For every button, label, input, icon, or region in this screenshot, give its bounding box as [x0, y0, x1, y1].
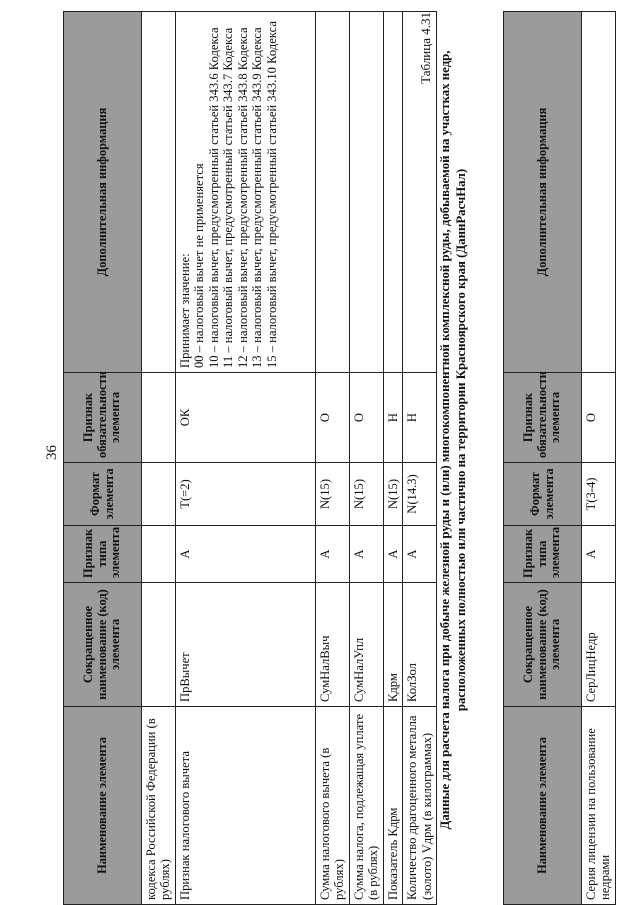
cell-code: СумНалВыч [315, 583, 349, 707]
cell-name: кодекса Российской Федерации (в рублях) [142, 707, 176, 905]
header-additional-info: Дополнительная информация [504, 12, 582, 373]
cell-required: Н [383, 373, 402, 463]
cell-type: А [175, 526, 315, 583]
header-element-code: Сокращенное наименование (код) элемента [504, 583, 582, 707]
table-row [582, 12, 616, 905]
cell-name: Показатель Кдрм [383, 707, 402, 905]
cell-info [349, 12, 383, 373]
cell-required: Н [403, 373, 437, 463]
cell-name: Сумма налогового вычета (в рублях) [315, 707, 349, 905]
cell-name: Сумма налога, подлежащая уплате (в рублях) [349, 707, 383, 905]
header-additional-info: Дополнительная информация [64, 12, 142, 373]
cell-required [142, 373, 176, 463]
cell-format [142, 463, 176, 526]
cell-name: Признак налогового вычета [175, 707, 315, 905]
header-element-type: Признак типа элемента [504, 526, 582, 583]
cell-type: А [383, 526, 402, 583]
table-header-row [504, 12, 582, 905]
cell-info [383, 12, 402, 373]
table-row [349, 12, 383, 905]
header-element-name: Наименование элемента [64, 707, 142, 905]
cell-format: Т(=2) [175, 463, 315, 526]
cell-info [582, 12, 616, 373]
cell-format: N(14.3) [403, 463, 437, 526]
cell-code: СумНалУпл [349, 583, 383, 707]
table-row [383, 12, 402, 905]
table-row [403, 12, 437, 905]
header-element-format: Формат элемента [64, 463, 142, 526]
header-element-required: Признак обязательности элемента [504, 373, 582, 463]
cell-type: А [582, 526, 616, 583]
table-header-row [64, 12, 142, 905]
table-row [175, 12, 315, 905]
table-caption-title: Данные для расчета налога при добыче железной руды и (или) многокомпонентной комплексной руды, добываемой на участках недр, расположенных полностью или частично на территории Красноярского края (ДаннРасчНал) [438, 50, 468, 830]
cell-code [142, 583, 176, 707]
cell-format: N(15) [315, 463, 349, 526]
elements-table [63, 11, 437, 905]
license-elements-table [503, 11, 616, 905]
page-number: 36 [44, 445, 60, 460]
cell-required: О [349, 373, 383, 463]
table-row [142, 12, 176, 905]
cell-format: N(15) [349, 463, 383, 526]
cell-name: Серия лицензии на пользование недрами [582, 707, 616, 905]
cell-type [142, 526, 176, 583]
cell-required: О [315, 373, 349, 463]
table-caption-label: Таблица 4.31 [418, 12, 433, 84]
cell-required: О [582, 373, 616, 463]
header-element-name: Наименование элемента [504, 707, 582, 905]
cell-code: СерЛицНедр [582, 583, 616, 707]
cell-code: КолЗол [403, 583, 437, 707]
header-element-required: Признак обязательности элемента [64, 373, 142, 463]
cell-type: А [349, 526, 383, 583]
cell-code: Кдрм [383, 583, 402, 707]
cell-info: Принимает значение: 00 – налоговый вычет не применяется 10 – налоговый вычет, предусмотренный статьей 343.6 Кодекса 11 – налоговый вычет, предусмотренный статьей 343.7 Кодекса 12 – налоговый вычет, предусмотренный статьей 343.8 Кодекса 13 – налоговый вычет, предусмотренный статьей 343.9 Кодекса 15 – налоговый вычет, предусмотренный статьей 343.10 Кодекса [175, 12, 315, 373]
cell-format: N(15) [383, 463, 402, 526]
cell-info [142, 12, 176, 373]
cell-name: Количество драгоценного металла (золото) Vдрм (в килограммах) [403, 707, 437, 905]
cell-type: А [315, 526, 349, 583]
cell-required: ОК [175, 373, 315, 463]
header-element-code: Сокращенное наименование (код) элемента [64, 583, 142, 707]
header-element-type: Признак типа элемента [64, 526, 142, 583]
cell-code: ПрВычет [175, 583, 315, 707]
cell-type: А [403, 526, 437, 583]
header-element-format: Формат элемента [504, 463, 582, 526]
table-row [315, 12, 349, 905]
cell-info [315, 12, 349, 373]
cell-format: Т(3-4) [582, 463, 616, 526]
